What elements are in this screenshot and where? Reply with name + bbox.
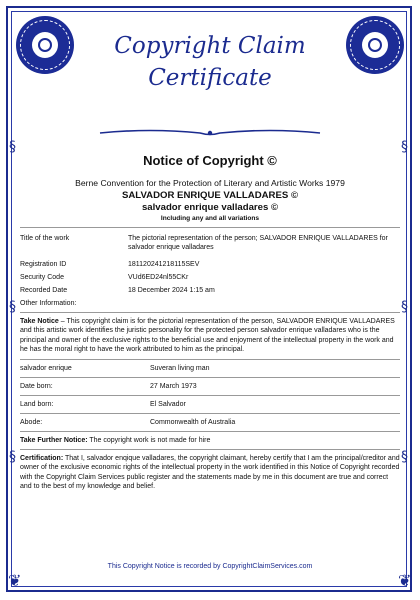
registered-seal-icon	[346, 16, 404, 74]
right-border-ornament: §	[401, 449, 408, 465]
field-value: 18 December 2024 1:15 am	[128, 287, 215, 294]
divider	[20, 377, 400, 378]
abode-row	[20, 418, 400, 427]
field-label: Abode:	[20, 418, 43, 426]
other-information-row	[20, 299, 400, 308]
date-born-row	[20, 382, 400, 391]
field-value: Commonwealth of Australia	[150, 418, 236, 426]
field-label: salvador enrique	[20, 364, 72, 372]
left-border-ornament: §	[9, 299, 16, 315]
field-value: 181120241218115SEV	[128, 261, 200, 268]
field-value: The pictorial representation of the person; SALVADOR ENRIQUE VALLADARES for salvador enrique valladares	[128, 235, 388, 251]
take-notice-text: – This copyright claim is for the pictorial representation of the person, SALVADOR ENRIQUE VALLADARES and this artistic work identifies the juristic personality for the protected person salvador enrique valladares who is the principal and owner of the exclusive rights to the beneficial use and enjoyment of the intellectual property in the work and he has the moral right to have the work attributed to him as the principal.	[20, 318, 395, 354]
divider	[20, 359, 400, 360]
certification-text: That I, salvador enqique valladares, the copyright claimant, hereby certify that I am the principal/creditor and owner of the exclusive economic rights of the intellectual property in the work identified in this Notice of Copyright recorded with the Copyright Claim Services public register and the statements made by me in this document are true and correct and to the best of my knowledge and belief.	[20, 455, 400, 491]
further-notice-paragraph	[20, 436, 400, 445]
field-value: 27 March 1973	[150, 382, 197, 390]
field-label: Recorded Date	[20, 287, 68, 294]
title-line-2: Certificate	[148, 65, 272, 91]
field-label: Security Code	[20, 274, 64, 281]
title-line-1: Copyright Claim	[114, 33, 306, 59]
footer-note: This Copyright Notice is recorded by CopyrightClaimServices.com	[107, 563, 313, 570]
divider	[20, 449, 400, 450]
take-notice-paragraph	[20, 317, 400, 355]
field-label: Date born:	[20, 382, 53, 390]
claimant-name-lower: salvador enrique valladares ©	[141, 202, 279, 213]
title-flourish-icon	[90, 128, 330, 138]
title-of-work-row	[20, 234, 400, 252]
certification-paragraph	[20, 454, 400, 492]
field-label: Title of the work	[20, 235, 70, 242]
field-value: El Salvador	[150, 400, 186, 408]
field-label: Other Information:	[20, 300, 77, 307]
take-notice-label: Take Notice	[20, 318, 59, 325]
land-born-row	[20, 400, 400, 409]
field-value: VUd6ED24nl55CKr	[128, 274, 189, 281]
person-name-row	[20, 364, 400, 373]
registered-seal-icon	[16, 16, 74, 74]
field-label: Registration ID	[20, 261, 67, 268]
further-notice-text: The copyright work is not made for hire	[87, 436, 211, 444]
divider	[20, 431, 400, 432]
left-border-ornament: §	[9, 139, 16, 155]
divider	[20, 395, 400, 396]
divider	[20, 413, 400, 414]
recorded-date-row	[20, 286, 400, 295]
corner-ornament: ❦	[8, 571, 22, 590]
berne-convention-line: Berne Convention for the Protection of Literary and Artistic Works 1979	[75, 178, 345, 188]
registration-id-row	[20, 260, 400, 269]
claimant-name-upper: SALVADOR ENRIQUE VALLADARES ©	[121, 190, 299, 201]
divider	[20, 227, 400, 228]
corner-ornament: ❦	[398, 571, 412, 590]
certificate-title	[80, 32, 340, 92]
field-label: Land born:	[20, 400, 54, 408]
field-value: Suveran living man	[150, 364, 210, 372]
right-border-ornament: §	[401, 299, 408, 315]
security-code-row	[20, 273, 400, 282]
divider	[20, 312, 400, 313]
notice-content	[20, 150, 400, 492]
notice-heading: Notice of Copyright ©	[143, 153, 277, 168]
left-border-ornament: §	[9, 449, 16, 465]
variations-note: Including any and all variations	[160, 215, 260, 222]
certification-label: Certification:	[20, 455, 64, 463]
right-border-ornament: §	[401, 139, 408, 155]
further-notice-label: Take Further Notice:	[20, 436, 88, 444]
